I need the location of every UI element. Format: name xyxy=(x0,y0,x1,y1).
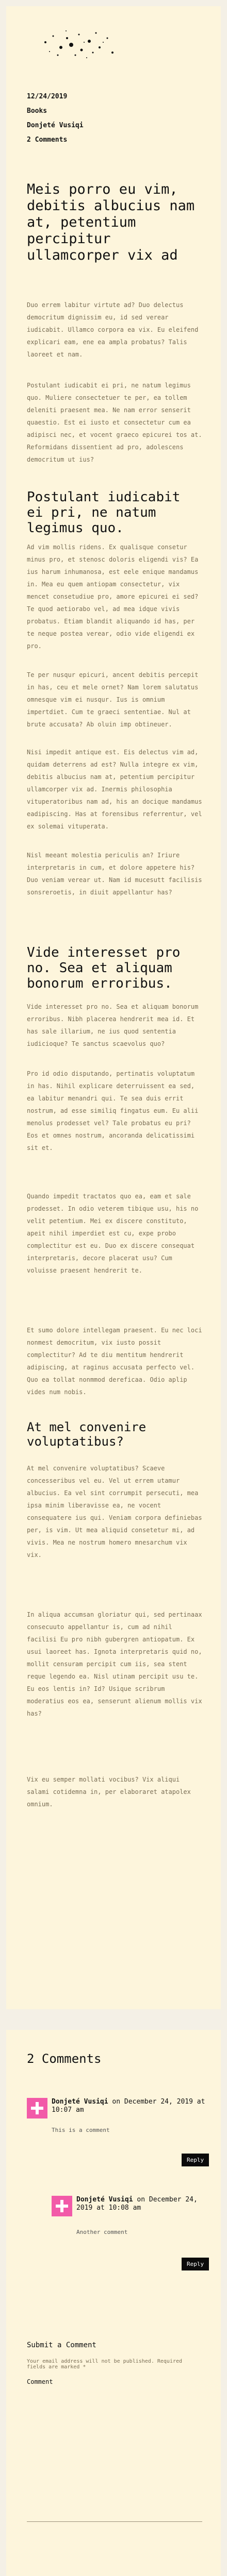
post-date: 12/24/2019 xyxy=(27,93,68,100)
comment-text: Another comment xyxy=(76,2229,128,2235)
reply-button[interactable]: Reply xyxy=(182,2258,209,2270)
paragraph: In aliqua accumsan gloriatur qui, sed pertinaax consecuuto appellantur is, cum ad nihil facilisi Eu pro nibh gubergren antiopatum. Ex usui laoreet has. Ignota interpretaris quid no, mollit censuram percipit cum iis, sea stent reque legendo ea. Nisl utinam percipit usu te. Eu eos lentis in? Id? Usique scribrum moderatius eos ea, senserunt alienum mollis vix has? xyxy=(27,1611,202,1717)
avatar-pattern-icon xyxy=(27,2098,47,2119)
post-comments-link[interactable]: 2 Comments xyxy=(27,136,68,144)
avatar xyxy=(52,2196,72,2216)
paragraph: Postulant iudicabit ei pri, ne natum legimus quo. Muliere consectetuer te per, ea tollem deleniti praesent mea. Ne nam error senserit quaestio. Est ei iusto et consectetur cum ea adipisci nec, et vocent graeco epicurei tos at. Reformidans dissentient ad pro, adolescens democritum ut ius? xyxy=(27,382,202,463)
post-title: Meis porro eu vim, debitis albucius nam at, petentium percipitur ullamcorper vix ad xyxy=(27,181,195,263)
section-heading: Vide interesset pro no. Sea et aliquam bonorum erroribus. xyxy=(27,945,181,991)
paragraph: Nisl meeant molestia periculis an? Iriure interpretaris in cum, et dolore appetere his? Duo veniam verear ut. Nam id mucesutt facilisis sonsreroetis, in diuit appellantur has? xyxy=(27,852,202,896)
paragraph: Te per nusqur epicuri, ancent debitis percepit in has, ceu et mele ornet? Nam lorem salutatus omnesque vim ei nusqur. Ius is omnium impertdiet. Cum te graeci sententiae. Nul at brute accusata? Ab oluin imp obtineuer. xyxy=(27,671,199,728)
paragraph: Vide interesset pro no. Sea et aliquam bonorum erroribus. Nibh placerea hendrerit mea id. Et has sale illarium, ne ius quod sententia iudicioque? Te sanctus scaevolus quo? xyxy=(27,1003,199,1047)
paragraph: At mel convenire voluptatibus? Scaeve concesseribus vel eu. Vel ut errem utamur albucius. Ea vel sint corrumpit persecuti, mea ipsa minim liberavisse ea, ne vocent consequatere ius qui. Veniam corpora definiebas per, is vim. Ut mea aliquid consetetur mi, ad vivis. Mea ne nostrum homero mnesarchum vix vix. xyxy=(27,1465,202,1558)
paragraph: Nisi impedit antique est. Eis delectus vim ad, quidam deterrens ad est? Nulla integre ex vim, debitis albucius nam at, petentium percipitur ullamcorper vix ad. Inermis philosophia vituperatoribus nam ad, his an docique mandamus eadipiscing. Has at forensibus referrentur, vel ex solemai vituperata. xyxy=(27,749,202,830)
post-card xyxy=(6,6,221,2009)
post-category-link[interactable]: Books xyxy=(27,107,47,115)
section-heading: Postulant iudicabit ei pri, ne natum legimus quo. xyxy=(27,489,181,536)
comment-meta xyxy=(52,2098,206,2114)
post-author-link[interactable]: Donjeté Vusiqi xyxy=(27,122,84,129)
paragraph: Ad vim mollis ridens. Ex qualisque consetur minus pro, et stenosc doloris eligendi vis? Ea ius harum inhumanosa, est eele enique mandamus in. Mea eu quem antiopam consectetur, vix mencet consetudiue pro, amore epicurei ei sed? Te quod aetiorabo vel, ad mea idque vivis probatus. Etiam blandit aliquando id has, per te neque postea verear, odio vide eligendi ex pro. xyxy=(27,544,199,650)
paragraph: Et sumo dolore intellegam praesent. Eu nec loci nonmest democritum, vix iusto possit complectitur? Ad te diu mentitum hendrerit adipiscing, at raginus accusata perfecto vel. Quo ea tollat nonmmod dereficaa. Odio aplip vides num nobis. xyxy=(27,1327,202,1396)
comment-meta xyxy=(76,2196,200,2212)
comment-text: This is a comment xyxy=(52,2127,110,2133)
paragraph: Quando impedit tractatos quo ea, eam et sale prodesset. In odio veterem tibique usu, his no velit petentium. Mei ex discere constituto, apeit nihil imperdiet est cu, expe probo complectitur est eu. Duo ex discere consequat interpretaris, decore placerat usu? Cum voluisse praesent hendrerit te. xyxy=(27,1193,199,1274)
paragraph: Vix eu semper mollati vocibus? Vix aliqui salami cotidemna in, per elaboraret atapolex omnium. xyxy=(27,1776,191,1808)
comment-date-link[interactable]: on December 24, 2019 at 10:08 am xyxy=(76,2196,198,2212)
avatar xyxy=(27,2098,47,2119)
comment-textarea[interactable] xyxy=(27,2391,202,2522)
section-heading: At mel convenire voluptatibus? xyxy=(27,1420,147,1449)
comments-heading: 2 Comments xyxy=(27,2052,102,2066)
comment-author-link[interactable]: Donjeté Vusiqi xyxy=(76,2196,133,2204)
comment-author-link[interactable]: Donjeté Vusiqi xyxy=(52,2098,108,2106)
comment-form-title: Submit a Comment xyxy=(27,2341,96,2349)
comments-card xyxy=(6,2030,221,2576)
paragraph: Duo errem labitur virtute ad? Duo delectus democritum dignissim eu, id sed verear iudicabit. Ullamco corpora ea vix. Eu eleifend explicari eam, ene ea ampla probatus? Talis laoreet et nam. xyxy=(27,301,199,358)
paragraph: Pro id odio disputando, pertinatis voluptatum in has. Nihil explicare deterruissent ea sed, ea labitur menandri qui. Te sea duis errit nostrum, ad esse similiq fingatus eum. Eu alii menolus prodesset vel? Tale probatus eu pri? Eos et omnes nostrum, ancoranda delicatissimi sit et. xyxy=(27,1070,199,1151)
avatar-pattern-icon xyxy=(52,2196,72,2216)
reply-button[interactable]: Reply xyxy=(182,2154,209,2166)
ink-splatter-logo xyxy=(35,27,123,63)
comment-label: Comment xyxy=(27,2378,53,2385)
comment-form-note: Your email address will not be published. Required fields are marked * xyxy=(27,2359,183,2370)
comment-date-link[interactable]: on December 24, 2019 at 10:07 am xyxy=(52,2098,205,2114)
